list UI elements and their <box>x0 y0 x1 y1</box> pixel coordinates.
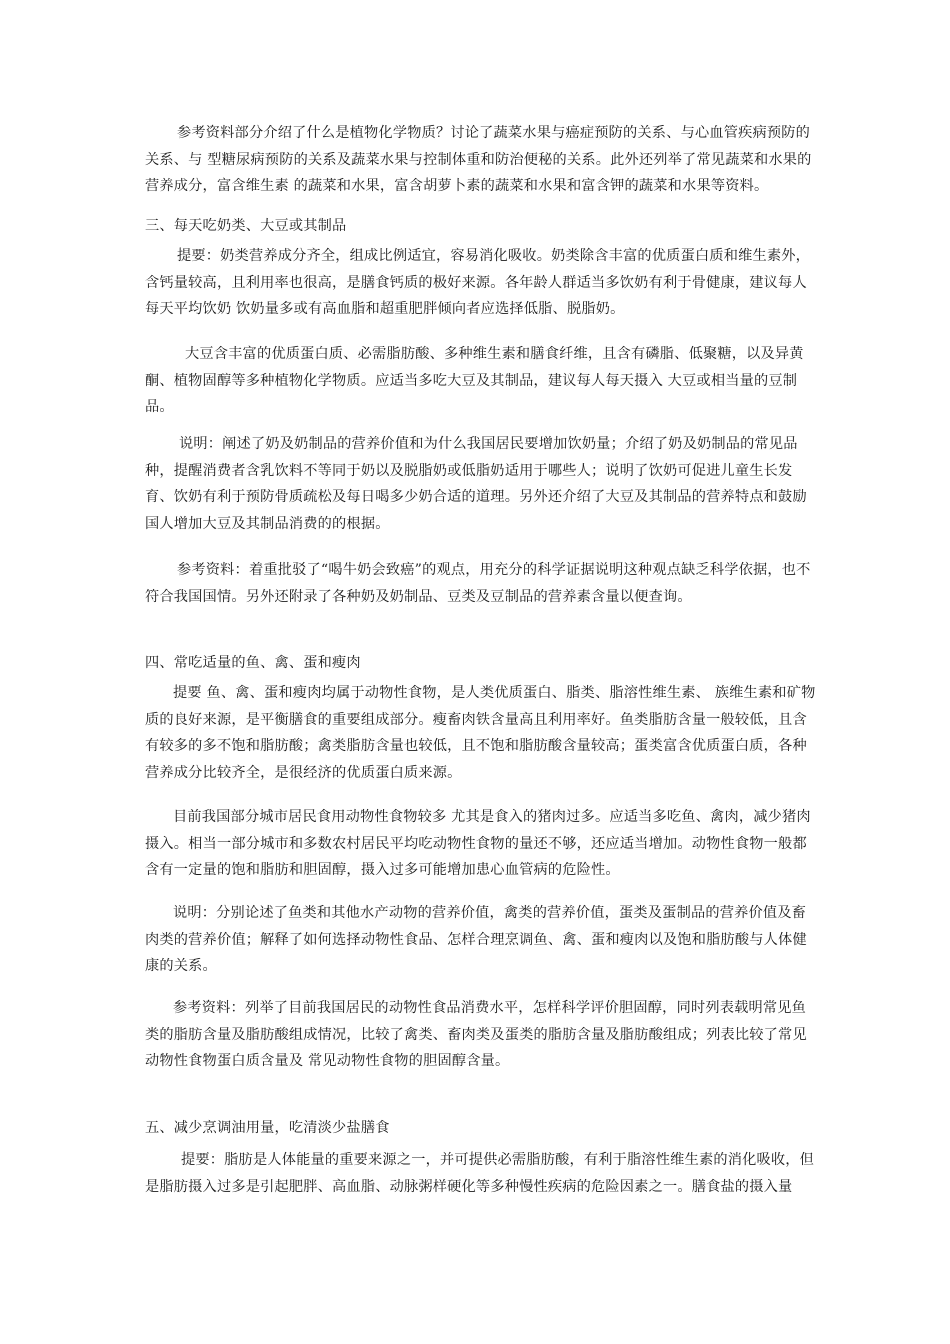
section4-reference-paragraph: 参考资料：列举了目前我国居民的动物性食品消费水平，怎样科学评价胆固醇，同时列表载明常见鱼类的脂肪含量及脂肪酸组成情况，比较了禽类、畜肉类及蛋类的脂肪含量及脂肪酸组成；列表比较了常见动物性食物蛋白质含量及 常见动物性食物的胆固醇含量。 <box>145 1000 807 1070</box>
section3-explanation-paragraph: 说明：阐述了奶及奶制品的营养价值和为什么我国居民要增加饮奶量；介绍了奶及奶制品的常见品种，提醒消费者含乳饮料不等同于奶以及脱脂奶或低脂奶适用于哪些人；说明了饮奶可促进儿童生长发育、饮奶有利于预防骨质疏松及每日喝多少奶合适的道理。另外还介绍了大豆及其制品的营养特点和鼓励国人增加大豆及其制品消费的的根据。 <box>145 436 807 532</box>
section5-summary-paragraph: 提要：脂肪是人体能量的重要来源之一，并可提供必需脂肪酸，有利于脂溶性维生素的消化吸收，但是脂肪摄入过多是引起肥胖、高血脂、动脉粥样硬化等多种慢性疾病的危险因素之一。膳食盐的摄入量 <box>145 1152 815 1195</box>
section4-summary-paragraph: 提要 鱼、禽、蛋和瘦肉均属于动物性食物，是人类优质蛋白、脂类、脂溶性维生素、 族维生素和矿物质的良好来源，是平衡膳食的重要组成部分。瘦畜肉铁含量高且利用率好。鱼类脂肪含量一般较低，且含有较多的多不饱和脂肪酸；禽类脂肪含量也较低，且不饱和脂肪酸含量较高；蛋类富含优质蛋白质，各种营养成分比较齐全，是很经济的优质蛋白质来源。 <box>145 685 816 781</box>
section4-heading: 四、常吃适量的鱼、禽、蛋和瘦肉 <box>145 655 361 671</box>
section3-reference-paragraph: 参考资料：着重批驳了“喝牛奶会致癌”的观点，用充分的科学证据说明这种观点缺乏科学依据，也不符合我国国情。另外还附录了各种奶及奶制品、豆类及豆制品的营养素含量以便查询。 <box>145 562 811 605</box>
section4-diet-paragraph: 目前我国部分城市居民食用动物性食物较多 尤其是食入的猪肉过多。应适当多吃鱼、禽肉，减少猪肉摄入。相当一部分城市和多数农村居民平均吃动物性食物的量还不够，还应适当增加。动物性食物一般都含有一定量的饱和脂肪和胆固醇，摄入过多可能增加患心血管病的危险性。 <box>145 809 811 879</box>
section3-heading: 三、每天吃奶类、大豆或其制品 <box>145 218 347 234</box>
section2-reference-paragraph: 参考资料部分介绍了什么是植物化学物质？讨论了蔬菜水果与癌症预防的关系、与心血管疾病预防的关系、与 型糖尿病预防的关系及蔬菜水果与控制体重和防治便秘的关系。此外还列举了常见蔬菜和水果的营养成分，富含维生素 的蔬菜和水果，富含胡萝卜素的蔬菜和水果和富含钾的蔬菜和水果等资料。 <box>145 125 812 195</box>
section3-soy-paragraph: 大豆含丰富的优质蛋白质、必需脂肪酸、多种维生素和膳食纤维，且含有磷脂、低聚糖，以及异黄酮、植物固醇等多种植物化学物质。应适当多吃大豆及其制品，建议每人每天摄入 大豆或相当量的豆制品。 <box>145 346 804 416</box>
section4-explanation-paragraph: 说明：分别论述了鱼类和其他水产动物的营养价值，禽类的营养价值，蛋类及蛋制品的营养价值及畜肉类的营养价值；解释了如何选择动物性食品、怎样合理烹调鱼、禽、蛋和瘦肉以及饱和脂肪酸与人体健康的关系。 <box>145 905 807 975</box>
section3-summary-paragraph: 提要：奶类营养成分齐全，组成比例适宜，容易消化吸收。奶类除含丰富的优质蛋白质和维生素外，含钙量较高，且利用率也很高，是膳食钙质的极好来源。各年龄人群适当多饮奶有利于骨健康，建议每人每天平均饮奶 饮奶量多或有高血脂和超重肥胖倾向者应选择低脂、脱脂奶。 <box>145 248 811 318</box>
section5-heading: 五、减少烹调油用量，吃清淡少盐膳食 <box>145 1120 390 1136</box>
